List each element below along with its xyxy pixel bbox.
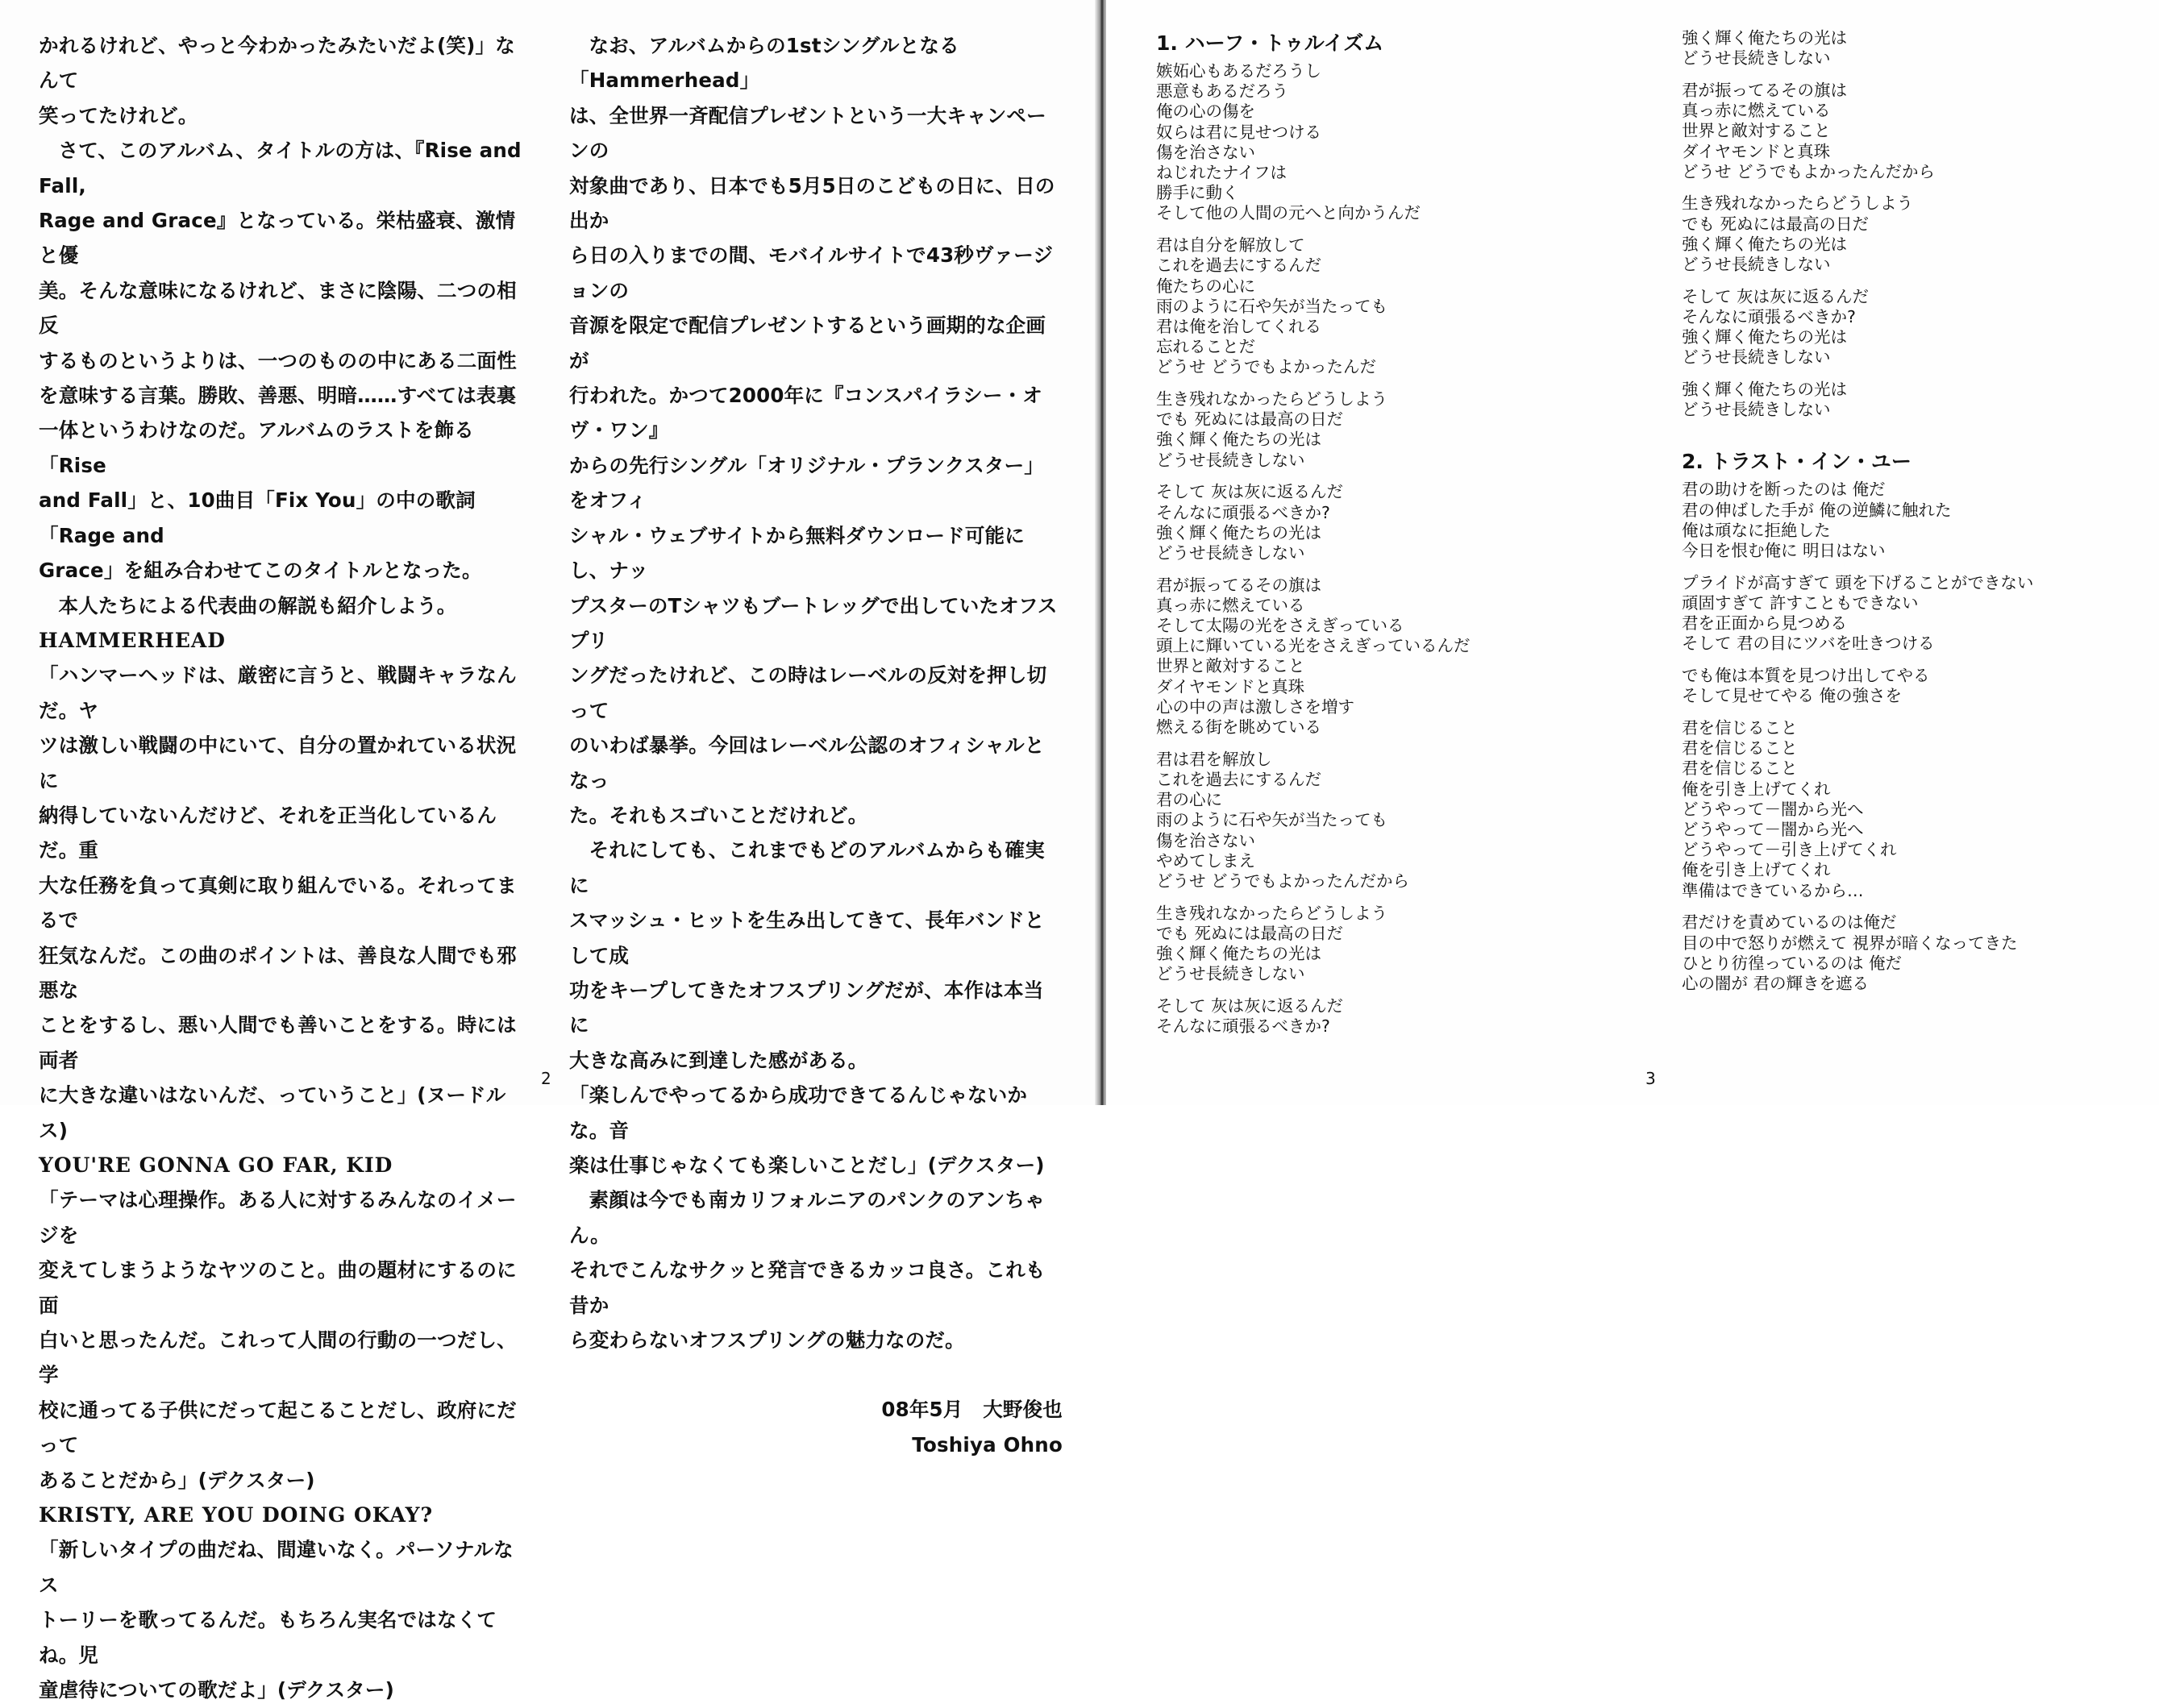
body-line: 「新しいタイプの曲だね、間違いなく。パーソナルなス (39, 1538, 514, 1597)
body-line: かれるけれど、やっと今わかったみたいだよ(笑)」なんて (39, 34, 515, 93)
body-line: からの先行シングル「オリジナル・プランクスター」をオフィ (569, 453, 1044, 513)
lyric-line: 強く輝く俺たちの光は (1682, 327, 1847, 347)
lyric-line: でも 死ぬには最高の日だ (1156, 923, 1344, 943)
lyric-line: どうせ どうでもよかったんだから (1156, 871, 1410, 891)
right-column-1 (1156, 31, 1575, 1049)
section-heading: KRISTY, ARE YOU DOING OKAY? (39, 1503, 434, 1527)
body-line: のいわば暴挙。今回はレーベル公認のオフィシャルとなっ (569, 733, 1045, 792)
lyric-line: 燃える街を眺めている (1156, 717, 1321, 738)
lyric-line: やめてしまえ (1156, 850, 1255, 871)
lyric-line: 世界と敵対すること (1156, 656, 1305, 676)
section-heading: YOU'RE GONNA GO FAR, KID (39, 1153, 393, 1177)
lyric-line: 強く輝く俺たちの光は (1682, 380, 1847, 400)
lyric-stanza (1156, 576, 1575, 738)
lyric-line: でも 死ぬには最高の日だ (1682, 214, 1870, 234)
body-line: さて、このアルバム、タイトルの方は、『Rise and Fall, (39, 139, 522, 197)
lyric-stanza (1682, 193, 2141, 275)
lyric-line: 準備はできているから… (1682, 880, 1864, 900)
lyric-line: どうせ長続きしない (1682, 48, 1831, 69)
lyric-line: 君を正面から見つめる (1682, 613, 1847, 634)
lyric-line: プライドが高すぎて 頭を下げることができない (1682, 572, 2034, 592)
lyric-stanza (1156, 235, 1575, 377)
body-line: 行われた。かつて2000年に『コンスパイラシー・オヴ・ワン』 (569, 384, 1042, 443)
body-line: なお、アルバムからの1stシングルとなる「Hammerhead」 (569, 34, 959, 93)
lyric-line: 君は君を解放し (1156, 749, 1272, 769)
lyric-line: ねじれたナイフは (1156, 163, 1287, 183)
lyric-line: そして見せてやる 俺の強さを (1682, 686, 1903, 706)
lyric-stanza (1682, 573, 2141, 655)
body-line: 納得していないんだけど、それを正当化しているんだ。重 (39, 803, 497, 862)
left-column-2 (569, 28, 1063, 1462)
lyric-line: でも 死ぬには最高の日だ (1156, 409, 1344, 430)
lyric-line: どうやって－闇から光へ (1682, 820, 1864, 839)
page-number: 2 (541, 1069, 551, 1088)
lyric-line: 生き残れなかったらどうしよう (1682, 193, 1913, 214)
lyric-line: 強く輝く俺たちの光は (1156, 522, 1321, 542)
song-title-1: 1. ハーフ・トゥルイズム (1156, 31, 1384, 55)
body-line: プスターのTシャツもブートレッグで出していたオフスプリ (569, 593, 1058, 652)
lyric-line: 心の中の声は激しさを増す (1156, 696, 1354, 717)
body-line: 「ハンマーヘッドは、厳密に言うと、戦闘キャラなんだ。ヤ (39, 663, 517, 722)
song-1-lyrics (1156, 61, 1575, 1037)
body-line: あることだから」(デクスター) (39, 1468, 315, 1492)
lyric-line: これを過去にするんだ (1156, 256, 1321, 276)
lyric-stanza (1156, 389, 1575, 471)
body-line: それでこんなサクッと発言できるカッコ良さ。これも昔か (569, 1258, 1046, 1317)
lyric-line: 俺を引き上げてくれ (1682, 779, 1831, 799)
lyric-line: 心の闇が 君の輝きを遮る (1682, 973, 1870, 993)
lyric-line: 君は自分を解放して (1156, 235, 1305, 256)
body-line: た。それもスゴいことだけれど。 (569, 803, 868, 827)
lyric-line: 頑固すぎて 許すこともできない (1682, 592, 1919, 613)
lyric-line: 強く輝く俺たちの光は (1682, 28, 1847, 48)
body-line: 変えてしまうようなヤツのこと。曲の題材にするのに面 (39, 1258, 517, 1317)
body-line: に大きな違いはないんだ、っていうこと」(ヌードルス) (39, 1083, 506, 1142)
lyric-line: 真っ赤に燃えている (1156, 595, 1305, 615)
body-line: 「楽しんでやってるから成功できてるんじゃないかな。音 (569, 1083, 1028, 1142)
lyric-stanza (1156, 482, 1575, 563)
lyric-line: 悪意もあるだろう (1156, 81, 1288, 102)
lyric-line: 今日を恨む俺に 明日はない (1682, 541, 1886, 561)
lyric-line: どうせ長続きしない (1682, 347, 1831, 368)
body-line: ングだったけれど、この時はレーベルの反対を押し切って (569, 663, 1047, 722)
body-line: 対象曲であり、日本でも5月5日のこどもの日に、日の出か (569, 173, 1055, 233)
signature-date-name: 08年5月 大野俊也 (881, 1398, 1063, 1422)
lyric-stanza (1682, 28, 2141, 69)
lyric-stanza (1682, 81, 2141, 182)
lyric-line: どうやって－闇から光へ (1682, 799, 1864, 819)
lyric-line: 勝手に動く (1156, 183, 1239, 203)
lyric-line: 世界と敵対すること (1682, 121, 1831, 141)
body-line: ツは激しい戦闘の中にいて、自分の置かれている状況に (39, 733, 517, 792)
lyric-stanza (1682, 718, 2141, 901)
lyric-line: 奴らは君に見せつける (1156, 122, 1321, 142)
body-line: 素顔は今でも南カリフォルニアのパンクのアンちゃん。 (569, 1188, 1045, 1247)
lyric-line: どうせ どうでもよかったんだ (1156, 357, 1377, 377)
lyric-line: 真っ赤に燃えている (1682, 101, 1831, 121)
lyric-line: 君の伸ばした手が 俺の逆鱗に触れた (1682, 500, 1952, 520)
lyric-line: 傷を治さない (1156, 142, 1255, 162)
lyric-stanza (1156, 904, 1575, 985)
lyric-line: これを過去にするんだ (1156, 770, 1321, 789)
body-line: ら変わらないオフスプリングの魅力なのだ。 (569, 1328, 965, 1353)
left-column-2-body (569, 28, 1063, 1357)
lyric-stanza (1682, 666, 2141, 706)
body-line: 音源を限定で配信プレゼントするという画期的な企画が (569, 314, 1046, 372)
lyric-line: そんなに頑張るべきか? (1156, 1016, 1330, 1037)
signature-romaji: Toshiya Ohno (912, 1432, 1063, 1457)
body-line: 「テーマは心理操作。ある人に対するみんなのイメージを (39, 1188, 517, 1247)
lyric-line: 俺の心の傷を (1156, 102, 1255, 122)
lyric-line: 頭上に輝いている光をさえぎっているんだ (1156, 636, 1471, 656)
lyric-line: でも俺は本質を見つけ出してやる (1682, 666, 1930, 686)
lyric-line: どうせ長続きしない (1156, 450, 1305, 470)
body-line: を意味する言葉。勝敗、善悪、明暗……すべては表裏 (39, 384, 517, 408)
lyric-line: どうせ どうでもよかったんだから (1682, 161, 1936, 181)
lyric-line: ひとり彷徨っているのは 俺だ (1682, 953, 1903, 973)
lyric-line: そして太陽の光をさえぎっている (1156, 616, 1404, 636)
lyric-line: そして 灰は灰に返るんだ (1682, 286, 1870, 306)
body-line: 校に通ってる子供にだって起こることだし、政府にだって (39, 1398, 517, 1457)
signature-block (569, 1392, 1063, 1462)
body-line: 大きな高みに到達した感がある。 (569, 1048, 868, 1072)
body-line: それにしても、これまでもどのアルバムからも確実に (569, 838, 1045, 897)
page-number: 3 (1645, 1069, 1656, 1088)
body-line: ことをするし、悪い人間でも善いことをする。時には両者 (39, 1013, 517, 1072)
body-line: 楽は仕事じゃなくても楽しいことだし」(デクスター) (569, 1153, 1045, 1177)
body-line: 狂気なんだ。この曲のポイントは、善良な人間でも邪悪な (39, 943, 517, 1002)
lyric-line: そして 灰は灰に返るんだ (1156, 482, 1344, 502)
lyric-line: そして他の人間の元へと向かうんだ (1156, 203, 1421, 223)
lyric-line: 君は俺を治してくれる (1156, 316, 1321, 336)
body-line: 一体というわけなのだ。アルバムのラストを飾る「Rise (39, 418, 474, 477)
lyric-stanza (1682, 480, 2141, 561)
lyric-line: 君だけを責めているのは俺だ (1682, 912, 1897, 933)
lyric-line: 雨のように石や矢が当たっても (1156, 810, 1387, 830)
body-line: は、全世界一斉配信プレゼントという一大キャンペーンの (569, 103, 1046, 163)
lyric-line: そんなに頑張るべきか? (1682, 306, 1856, 326)
lyric-line: 君を信じること (1682, 758, 1798, 779)
lyric-line: 君が振ってるその旗は (1156, 575, 1321, 595)
body-line: するものというよりは、一つのものの中にある二面性 (39, 348, 517, 372)
lyric-line: 生き残れなかったらどうしよう (1156, 389, 1387, 409)
lyric-line: 俺たちの心に (1156, 276, 1255, 296)
lyric-line: そして 君の目にツバを吐きつける (1682, 634, 1935, 654)
lyric-line: どうせ長続きしない (1156, 964, 1305, 984)
body-line: 大な任務を負って真剣に取り組んでいる。それってまるで (39, 873, 517, 933)
lyric-line: 君の助けを断ったのは 俺だ (1682, 480, 1886, 500)
song-2-lyrics (1682, 480, 2141, 994)
section-heading: HAMMERHEAD (39, 628, 226, 652)
lyric-line: 君を信じること (1682, 738, 1798, 758)
body-line: 笑ってたけれど。 (39, 103, 198, 127)
body-line: 童虐待についての歌だよ」(デクスター) (39, 1678, 394, 1702)
lyric-line: 強く輝く俺たちの光は (1156, 944, 1321, 964)
lyric-line: ダイヤモンドと真珠 (1682, 141, 1831, 161)
body-line: Rage and Grace』となっている。栄枯盛衰、激情と優 (39, 209, 516, 268)
lyric-line: 傷を治さない (1156, 830, 1255, 850)
lyric-line: ダイヤモンドと真珠 (1156, 676, 1305, 696)
lyric-line: そして 灰は灰に返るんだ (1156, 996, 1344, 1016)
lyric-line: どうやって－引き上げてくれ (1682, 840, 1897, 860)
lyric-stanza (1682, 912, 2141, 994)
right-column-2 (1682, 28, 2141, 1006)
lyric-line: 嫉妬心もあるだろうし (1156, 61, 1321, 81)
lyric-line: どうせ長続きしない (1156, 542, 1305, 563)
body-line: トーリーを歌ってるんだ。もちろん実名ではなくてね。児 (39, 1608, 497, 1667)
lyric-line: 強く輝く俺たちの光は (1682, 234, 1847, 254)
lyric-line: 目の中で怒りが燃えて 視界が暗くなってきた (1682, 933, 2018, 953)
lyric-stanza (1156, 750, 1575, 891)
body-line: スマッシュ・ヒットを生み出してきて、長年バンドとして成 (569, 908, 1045, 967)
body-line: ら日の入りまでの間、モバイルサイトで43秒ヴァージョンの (569, 243, 1054, 302)
song-title-2: 2. トラスト・イン・ユー (1682, 450, 1911, 474)
body-line: 功をキープしてきたオフスプリングだが、本作は本当に (569, 978, 1044, 1037)
right-page (1106, 0, 2159, 1105)
lyric-line: 忘れることだ (1156, 337, 1255, 357)
body-line: シャル・ウェブサイトから無料ダウンロード可能にし、ナッ (569, 523, 1025, 583)
lyric-line: どうせ長続きしない (1682, 255, 1831, 275)
lyric-stanza (1156, 996, 1575, 1037)
lyric-stanza (1156, 61, 1575, 224)
song-1-lyrics-continued (1682, 28, 2141, 420)
lyric-line: 俺を引き上げてくれ (1682, 860, 1831, 880)
lyric-line: 俺は頑なに拒絶した (1682, 520, 1831, 540)
body-line: and Fall」と、10曲目「Fix You」の中の歌詞「Rage and (39, 488, 476, 547)
lyric-line: 君の心に (1156, 790, 1222, 810)
lyric-line: 強く輝く俺たちの光は (1156, 430, 1321, 450)
body-line: Grace」を組み合わせてこのタイトルとなった。 (39, 559, 482, 583)
lyric-line: 雨のように石や矢が当たっても (1156, 296, 1387, 316)
lyric-line: 君を信じること (1682, 717, 1798, 738)
lyric-stanza (1682, 380, 2141, 420)
lyric-line: 君が振ってるその旗は (1682, 80, 1847, 100)
lyric-stanza (1682, 287, 2141, 368)
lyric-line: そんなに頑張るべきか? (1156, 502, 1330, 522)
body-line: 美。そんな意味になるけれど、まさに陰陽、二つの相反 (39, 278, 517, 338)
left-column-1 (39, 28, 529, 1708)
body-line: 本人たちによる代表曲の解説も紹介しよう。 (58, 593, 457, 617)
lyric-line: どうせ長続きしない (1682, 400, 1831, 420)
lyric-line: 生き残れなかったらどうしよう (1156, 903, 1387, 923)
body-line: 白いと思ったんだ。これって人間の行動の一つだし、学 (39, 1328, 517, 1387)
